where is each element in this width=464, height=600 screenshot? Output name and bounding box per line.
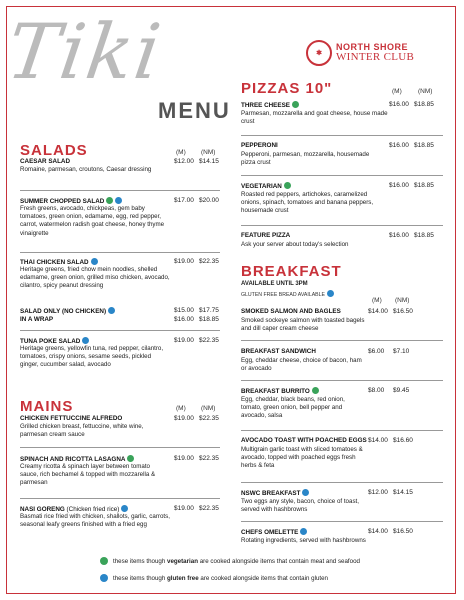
pizzas-col-nm: (NM) [418, 88, 433, 95]
price-m: $17.00 [174, 197, 194, 204]
gluten-free-icon [302, 489, 309, 496]
mains-col-m: (M) [176, 405, 186, 412]
breakfast-gf-bread: GLUTEN FREE BREAD AVAILABLE [241, 290, 334, 298]
divider [241, 175, 443, 176]
mains-col-nm: (NM) [201, 405, 216, 412]
legend-gluten-free: these items though gluten free are cooked alongside items that contain gluten [100, 574, 328, 582]
breakfast-col-m: (M) [372, 297, 382, 304]
club-name-line2: WINTER CLUB [336, 51, 415, 63]
vegetarian-icon [100, 557, 108, 565]
price-nm: $18.85 [414, 182, 434, 189]
item-desc: Heritage greens, yellowfin tuna, red pepper, cilantro, tomatoes, crispy onions, sesame seeds, pickled ginger, cucumber salad, avocado [20, 345, 164, 369]
divider [20, 498, 220, 499]
price-m: $16.00 [174, 316, 194, 323]
price-nm: $18.85 [414, 101, 434, 108]
item-avocado-toast: AVOCADO TOAST WITH POACHED EGGS [241, 437, 367, 444]
gluten-free-icon [100, 574, 108, 582]
divider [20, 330, 220, 331]
salads-heading: SALADS [20, 142, 88, 159]
item-desc: Multigrain garlic toast with sliced tomatoes & avocado, topped with poached eggs fresh herbs & feta [241, 446, 363, 470]
price-m: $15.00 [174, 307, 194, 314]
price-nm: $9.45 [393, 387, 410, 394]
club-name-line1: NORTH SHORE [336, 42, 409, 52]
price-nm: $18.85 [414, 142, 434, 149]
price-m: $12.00 [174, 158, 194, 165]
vegetarian-icon [312, 387, 319, 394]
price-m: $16.00 [389, 142, 409, 149]
salads-col-nm: (NM) [201, 149, 216, 156]
item-desc: Romaine, parmesan, croutons, Caesar dressing [20, 166, 152, 173]
price-m: $8.00 [368, 387, 385, 394]
price-nm: $20.00 [199, 197, 219, 204]
legend-vegetarian: these items though vegetarian are cooked alongside items that contain meat and seafood [100, 557, 360, 565]
price-m: $14.00 [368, 308, 388, 315]
gluten-free-icon [82, 337, 89, 344]
item-desc: Heritage greens, fried chow mein noodles, shelled edamame, green onion, grilled miso chicken, avocado, cilantro, spicy peanut dressing [20, 266, 170, 290]
divider [241, 135, 443, 136]
item-desc: Creamy ricotta & spinach layer between tomato sauce, rich bechamel & topped with mozzarella & parmesan [20, 463, 156, 487]
item-vegetarian-pizza: VEGETARIAN [241, 182, 291, 190]
gluten-free-icon [300, 528, 307, 535]
divider [241, 521, 443, 522]
item-desc: Parmesan, mozzarella and goat cheese, house made crust [241, 110, 388, 126]
price-m: $19.00 [174, 505, 194, 512]
gluten-free-icon [108, 307, 115, 314]
gluten-free-icon [115, 197, 122, 204]
breakfast-availability: AVAILABLE UNTIL 3PM [241, 281, 308, 287]
item-chefs-omelette: CHEFS OMELETTE [241, 528, 307, 536]
club-crest-icon: ✱ [306, 40, 332, 66]
price-m: $16.00 [389, 232, 409, 239]
price-nm: $14.15 [393, 489, 413, 496]
price-nm: $16.60 [393, 437, 413, 444]
price-m: $19.00 [174, 455, 194, 462]
item-desc: Egg, cheddar cheese, choice of bacon, ham or avocado [241, 357, 362, 373]
price-m: $19.00 [174, 415, 194, 422]
price-m: $14.00 [368, 437, 388, 444]
divider [20, 252, 220, 253]
divider [241, 380, 443, 381]
price-nm: $22.35 [199, 505, 219, 512]
item-chicken-fettuccine: CHICKEN FETTUCCINE ALFREDO [20, 415, 123, 422]
item-in-a-wrap: IN A WRAP [20, 316, 54, 323]
price-m: $14.00 [368, 528, 388, 535]
price-nm: $14.15 [199, 158, 219, 165]
item-feature-pizza: FEATURE PIZZA [241, 232, 291, 239]
divider [20, 447, 220, 448]
club-logo [306, 40, 414, 66]
divider [241, 225, 443, 226]
price-nm: $22.35 [199, 337, 219, 344]
item-desc: Grilled chicken breast, fettuccine, white wine, parmesan cream sauce [20, 423, 144, 439]
item-desc: Basmati rice fried with chicken, shallots, garlic, carrots, seasonal leafy greens finished with a fried egg [20, 513, 170, 529]
vegetarian-icon [284, 182, 291, 189]
item-breakfast-sandwich: BREAKFAST SANDWICH [241, 348, 316, 355]
pizzas-heading: PIZZAS 10" [241, 80, 333, 97]
item-desc: Pepperoni, parmesan, mozzarella, housemade pizza crust [241, 151, 370, 167]
price-m: $6.00 [368, 348, 385, 355]
item-caesar-salad: CAESAR SALAD [20, 158, 71, 165]
price-nm: $16.50 [393, 308, 413, 315]
item-desc: Smoked sockeye salmon with toasted bagels and dill caper cream cheese [241, 317, 365, 333]
item-pepperoni: PEPPERONI [241, 142, 278, 149]
divider [241, 482, 443, 483]
item-desc: Fresh greens, avocado, chickpeas, gem baby tomatoes, green onion, edamame, egg, red pepper, carrot, watermelon radish goat cheese, honey thyme vinaigrette [20, 205, 165, 237]
breakfast-heading: BREAKFAST [241, 263, 342, 280]
gluten-free-icon [121, 505, 128, 512]
item-breakfast-burrito: BREAKFAST BURRITO [241, 387, 319, 395]
menu-script-title: Tiki [1, 7, 168, 96]
vegetarian-icon [127, 455, 134, 462]
gluten-free-icon [91, 258, 98, 265]
price-m: $16.00 [389, 101, 409, 108]
item-salad-only: SALAD ONLY (NO CHICKEN) [20, 307, 115, 315]
price-m: $19.00 [174, 337, 194, 344]
pizzas-col-m: (M) [392, 88, 402, 95]
menu-title: MENU [158, 98, 231, 123]
breakfast-col-nm: (NM) [395, 297, 410, 304]
price-m: $19.00 [174, 258, 194, 265]
item-nasi-goreng: NASI GORENG (Chicken fried rice) [20, 505, 128, 513]
item-desc: Ask your server about today's selection [241, 241, 349, 248]
item-desc: Roasted red peppers, artichokes, caramelized onions, spinach, tomatoes and banana peppers, housemade crust [241, 191, 374, 215]
item-thai-chicken-salad: THAI CHICKEN SALAD [20, 258, 98, 266]
price-nm: $18.85 [414, 232, 434, 239]
price-nm: $7.10 [393, 348, 410, 355]
item-desc: Two eggs any style, bacon, choice of toast, served with hashbrowns [241, 498, 359, 514]
item-three-cheese: THREE CHEESE [241, 101, 299, 109]
price-nm: $22.35 [199, 455, 219, 462]
divider [20, 190, 220, 191]
item-smoked-salmon-bagels: SMOKED SALMON AND BAGLES [241, 308, 341, 315]
item-desc: Rotating ingredients, served with hashbrowns [241, 537, 366, 544]
mains-heading: MAINS [20, 398, 74, 415]
price-nm: $17.75 [199, 307, 219, 314]
item-summer-chopped-salad: SUMMER CHOPPED SALAD [20, 197, 122, 205]
divider [241, 340, 443, 341]
item-nswc-breakfast: NSWC BREAKFAST [241, 489, 309, 497]
divider [241, 430, 443, 431]
vegetarian-icon [292, 101, 299, 108]
price-nm: $18.85 [199, 316, 219, 323]
gluten-free-icon [327, 290, 334, 297]
item-spinach-ricotta-lasagna: SPINACH AND RICOTTA LASAGNA [20, 455, 134, 463]
item-tuna-poke-salad: TUNA POKE SALAD [20, 337, 89, 345]
salads-col-m: (M) [176, 149, 186, 156]
vegetarian-icon [106, 197, 113, 204]
price-m: $12.00 [368, 489, 388, 496]
price-m: $16.00 [389, 182, 409, 189]
price-nm: $22.35 [199, 258, 219, 265]
price-nm: $22.35 [199, 415, 219, 422]
item-desc: Egg, cheddar, black beans, red onion, tomato, green onion, bell pepper and avocado, salsa [241, 396, 345, 420]
price-nm: $16.50 [393, 528, 413, 535]
